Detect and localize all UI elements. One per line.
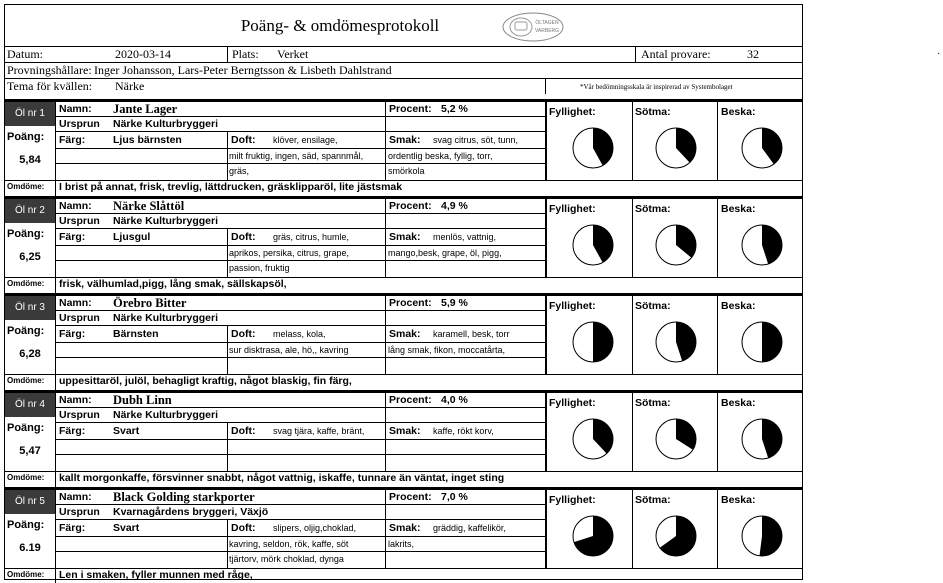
doft-label: Doft: <box>231 425 256 437</box>
grid-line <box>55 325 545 326</box>
beer-name: Örebro Bitter <box>113 296 187 310</box>
fyllighet-pie <box>571 514 615 558</box>
grid-line <box>55 568 56 583</box>
beska-pie <box>740 417 784 461</box>
smak-label: Smak: <box>389 425 421 437</box>
smak-line: lakrits, <box>388 539 415 549</box>
beska-pie <box>740 514 784 558</box>
omdome-text: uppesittaröl, julöl, behagligt kraftig, något blaskig, fin färg, <box>59 375 352 387</box>
beer-score: 6.19 <box>19 542 41 554</box>
stray-mark: · <box>937 48 941 59</box>
grid-line <box>717 296 718 374</box>
plats-value: Verket <box>277 47 309 61</box>
beer-number-badge: Öl nr 1 <box>5 102 55 126</box>
grid-line <box>632 199 633 277</box>
grid-line <box>55 180 56 196</box>
omdome-row <box>5 374 802 390</box>
omdome-text: Len i smaken, fyller munnen med råge, <box>59 569 253 581</box>
omdome-row <box>5 277 802 293</box>
ursprung-label: Ursprun <box>59 118 100 130</box>
hallare-value: Inger Johansson, Lars-Peter Berngtsson & Lisbeth Dahlstrand <box>94 63 392 77</box>
beer-color: Ljus bärnsten <box>113 134 182 146</box>
grid-line <box>55 342 545 343</box>
farg-label: Färg: <box>59 231 86 243</box>
title-row <box>5 5 802 46</box>
beer-score: 6,25 <box>19 251 41 263</box>
beer-abv: 4,0 % <box>441 394 468 406</box>
beska-pie <box>740 126 784 170</box>
grid-line <box>55 131 545 132</box>
beer-name: Black Golding starkporter <box>113 490 255 504</box>
beer-block <box>5 293 802 390</box>
doft-label: Doft: <box>231 522 256 534</box>
grid-line <box>55 551 545 552</box>
doft-line: svag tjära, kaffe, bränt, <box>273 426 365 436</box>
smak-line: smörkola <box>388 166 425 176</box>
sotma-pie <box>654 417 698 461</box>
sotma-label: Sötma: <box>635 203 671 215</box>
fyllighet-label: Fyllighet: <box>549 397 596 409</box>
beska-label: Beska: <box>721 203 756 215</box>
grid-line <box>55 163 545 164</box>
grid-line <box>55 245 545 246</box>
grid-line <box>632 102 633 180</box>
doft-label: Doft: <box>231 134 256 146</box>
tema-row <box>5 78 802 94</box>
grid-line <box>55 393 56 471</box>
fyllighet-pie <box>571 223 615 267</box>
farg-label: Färg: <box>59 522 86 534</box>
beska-label: Beska: <box>721 397 756 409</box>
beer-number-badge: Öl nr 5 <box>5 490 55 514</box>
smak-line: mango,besk, grape, öl, pigg, <box>388 248 502 258</box>
omdome-label: Omdöme: <box>7 182 45 191</box>
fyllighet-label: Fyllighet: <box>549 203 596 215</box>
procent-label: Procent: <box>389 200 432 212</box>
protocol-sheet <box>4 4 803 580</box>
procent-label: Procent: <box>389 103 432 115</box>
smak-line: gräddig, kaffelikör, <box>433 523 506 533</box>
grid-line <box>227 423 228 471</box>
sotma-pie <box>654 320 698 364</box>
omdome-text: kallt morgonkaffe, försvinner snabbt, något vattnig, iskaffe, tunnare än väntat, inget sting <box>59 472 505 484</box>
grid-line <box>55 260 545 261</box>
beer-name: Dubh Linn <box>113 393 172 407</box>
datum-label: Datum: <box>7 47 43 61</box>
fyllighet-pie <box>571 126 615 170</box>
procent-label: Procent: <box>389 394 432 406</box>
fyllighet-pie <box>571 417 615 461</box>
scale-note: *Vår bedömningsskala är inspirerad av Systembolaget <box>580 83 733 91</box>
beska-label: Beska: <box>721 494 756 506</box>
farg-label: Färg: <box>59 134 86 146</box>
smak-label: Smak: <box>389 522 421 534</box>
omdome-label: Omdöme: <box>7 279 45 288</box>
hallare-label: Provningshållare: <box>7 63 92 77</box>
beer-block <box>5 487 802 583</box>
fyllighet-pie-slice <box>593 322 613 362</box>
tema-value: Närke <box>115 79 145 93</box>
beska-label: Beska: <box>721 106 756 118</box>
doft-label: Doft: <box>231 328 256 340</box>
smak-line: menlös, vattnig, <box>433 232 497 242</box>
oltagen-logo-icon <box>501 11 565 43</box>
fyllighet-label: Fyllighet: <box>549 300 596 312</box>
poang-label: Poäng: <box>7 422 45 434</box>
datum-value: 2020-03-14 <box>115 47 171 61</box>
page-title: Poäng- & omdömesprotokoll <box>240 16 440 35</box>
ursprung-label: Ursprun <box>59 312 100 324</box>
farg-label: Färg: <box>59 425 86 437</box>
doft-line: tjärtorv, mörk choklad, dynga <box>229 554 344 564</box>
grid-line <box>545 102 547 180</box>
grid-line <box>55 454 545 455</box>
antal-label: Antal provare: <box>641 47 711 61</box>
datum-row <box>5 46 802 62</box>
beer-abv: 5,9 % <box>441 297 468 309</box>
ursprung-label: Ursprun <box>59 215 100 227</box>
sotma-label: Sötma: <box>635 106 671 118</box>
sotma-label: Sötma: <box>635 300 671 312</box>
beer-name: Jante Lager <box>113 102 178 116</box>
grid-line <box>545 393 547 471</box>
omdome-label: Omdöme: <box>7 570 45 579</box>
grid-line <box>55 199 56 277</box>
doft-line: melass, kola, <box>273 329 326 339</box>
grid-line <box>227 132 228 180</box>
omdome-row <box>5 180 802 196</box>
beer-color: Bärnsten <box>113 328 159 340</box>
procent-label: Procent: <box>389 491 432 503</box>
beer-color: Svart <box>113 522 140 534</box>
grid-line <box>717 490 718 568</box>
poang-label: Poäng: <box>7 228 45 240</box>
grid-line <box>55 471 56 487</box>
beska-pie-slice <box>759 516 782 556</box>
grid-line <box>55 422 545 423</box>
tema-label: Tema för kvällen: <box>7 79 93 93</box>
beer-score: 6,28 <box>19 348 41 360</box>
grid-line <box>385 296 386 374</box>
doft-line: passion, fruktig <box>229 263 290 273</box>
grid-line <box>55 536 545 537</box>
namn-label: Namn: <box>59 200 92 212</box>
beer-origin: Närke Kulturbryggeri <box>113 409 219 421</box>
doft-line: klöver, ensilage, <box>273 135 338 145</box>
beer-score: 5,84 <box>19 154 41 166</box>
beska-pie-slice <box>762 322 782 362</box>
sotma-label: Sötma: <box>635 397 671 409</box>
grid-line <box>227 229 228 277</box>
beska-label: Beska: <box>721 300 756 312</box>
beer-block <box>5 390 802 487</box>
fyllighet-pie <box>571 320 615 364</box>
logo-text-bottom: VARBERG <box>534 28 560 34</box>
omdome-label: Omdöme: <box>7 376 45 385</box>
smak-label: Smak: <box>389 328 421 340</box>
antal-value: 32 <box>747 47 759 61</box>
beer-abv: 4,9 % <box>441 200 468 212</box>
beer-origin: Närke Kulturbryggeri <box>113 215 219 227</box>
plats-label: Plats: <box>232 47 259 61</box>
beska-pie <box>740 223 784 267</box>
omdome-label: Omdöme: <box>7 473 45 482</box>
omdome-row <box>5 568 802 583</box>
doft-line: sur disktrasa, ale, hö,, kavring <box>229 345 349 355</box>
sotma-pie <box>654 223 698 267</box>
grid-line <box>717 393 718 471</box>
procent-label: Procent: <box>389 297 432 309</box>
beer-origin: Närke Kulturbryggeri <box>113 118 219 130</box>
logo-text-top: ÖLTAGEN <box>535 20 559 26</box>
sotma-label: Sötma: <box>635 494 671 506</box>
grid-line <box>55 228 545 229</box>
doft-label: Doft: <box>231 231 256 243</box>
beer-number-badge: Öl nr 3 <box>5 296 55 320</box>
fyllighet-label: Fyllighet: <box>549 106 596 118</box>
omdome-text: frisk, välhumlad,pigg, lång smak, sällskapsöl, <box>59 278 287 290</box>
farg-label: Färg: <box>59 328 86 340</box>
sotma-pie <box>654 514 698 558</box>
omdome-text: I brist på annat, frisk, trevlig, lättdrucken, gräsklipparöl, lite jästsmak <box>59 181 403 193</box>
omdome-row <box>5 471 802 487</box>
namn-label: Namn: <box>59 394 92 406</box>
beer-number-badge: Öl nr 4 <box>5 393 55 417</box>
doft-line: kavring, seldon, rök, kaffe, söt <box>229 539 349 549</box>
smak-line: svag citrus, söt, tunn, <box>433 135 519 145</box>
grid-line <box>385 393 386 471</box>
fyllighet-label: Fyllighet: <box>549 494 596 506</box>
doft-line: gräs, <box>229 166 250 176</box>
beer-name: Närke Slåttöl <box>113 199 185 213</box>
smak-label: Smak: <box>389 134 421 146</box>
grid-line <box>227 326 228 374</box>
grid-line <box>55 148 545 149</box>
grid-line <box>227 520 228 568</box>
beska-pie <box>740 320 784 364</box>
doft-line: slipers, oljig,choklad, <box>273 523 357 533</box>
grid-line <box>385 199 386 277</box>
doft-line: gräs, citrus, humle, <box>273 232 350 242</box>
ursprung-label: Ursprun <box>59 506 100 518</box>
grid-line <box>55 102 56 180</box>
grid-line <box>55 519 545 520</box>
grid-line <box>632 490 633 568</box>
beer-number-badge: Öl nr 2 <box>5 199 55 223</box>
grid-line <box>632 296 633 374</box>
grid-line <box>55 374 56 390</box>
namn-label: Namn: <box>59 103 92 115</box>
grid-line <box>55 277 56 293</box>
grid-line <box>385 490 386 568</box>
smak-line: lång smak, fikon, moccatårta, <box>388 345 506 355</box>
ursprung-label: Ursprun <box>59 409 100 421</box>
beer-origin: Kvarnagårdens bryggeri, Växjö <box>113 506 269 518</box>
beer-block <box>5 196 802 293</box>
beer-origin: Närke Kulturbryggeri <box>113 312 219 324</box>
beer-abv: 5,2 % <box>441 103 468 115</box>
grid-line <box>717 102 718 180</box>
grid-line <box>545 296 547 374</box>
grid-line <box>55 490 56 568</box>
beer-color: Ljusgul <box>113 231 151 243</box>
smak-label: Smak: <box>389 231 421 243</box>
sotma-pie <box>654 126 698 170</box>
beer-color: Svart <box>113 425 140 437</box>
namn-label: Namn: <box>59 491 92 503</box>
grid-line <box>55 296 56 374</box>
poang-label: Poäng: <box>7 325 45 337</box>
grid-line <box>632 393 633 471</box>
smak-line: kaffe, rökt korv, <box>433 426 494 436</box>
grid-line <box>55 357 545 358</box>
grid-line <box>385 102 386 180</box>
smak-line: karamell, besk, torr <box>433 329 510 339</box>
grid-line <box>545 490 547 568</box>
doft-line: aprikos, persika, citrus, grape, <box>229 248 350 258</box>
hallare-row <box>5 62 802 78</box>
grid-line <box>55 439 545 440</box>
namn-label: Namn: <box>59 297 92 309</box>
grid-line <box>717 199 718 277</box>
beer-block <box>5 99 802 196</box>
smak-line: ordentlig beska, fyllig, torr, <box>388 151 493 161</box>
poang-label: Poäng: <box>7 131 45 143</box>
doft-line: milt fruktig, ingen, säd, spannmål, <box>229 151 364 161</box>
grid-line <box>545 199 547 277</box>
beer-score: 5,47 <box>19 445 41 457</box>
poang-label: Poäng: <box>7 519 45 531</box>
beer-abv: 7,0 % <box>441 491 468 503</box>
